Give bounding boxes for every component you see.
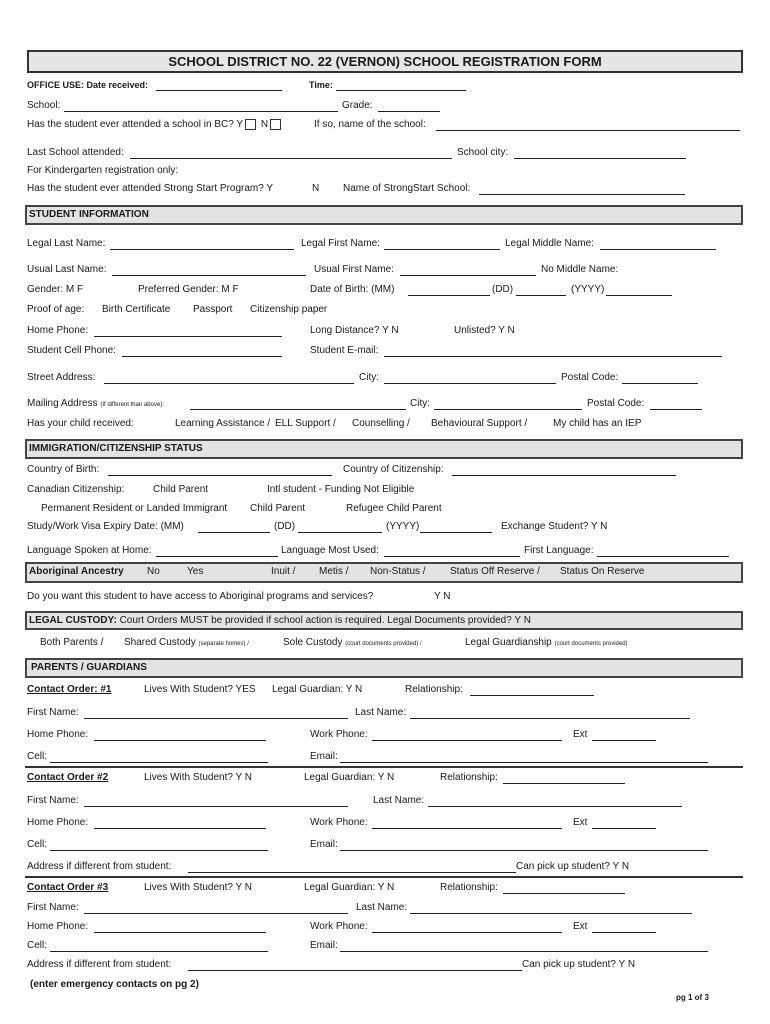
contact3-email-label: Email: (310, 940, 338, 951)
contact-divider (25, 876, 743, 878)
preferred-gender-label[interactable]: Preferred Gender: M F (138, 284, 239, 295)
usual-last-label: Usual Last Name: (27, 264, 107, 275)
city-field[interactable] (384, 372, 556, 384)
contact2-label: Contact Order #2 (27, 772, 109, 783)
contact3-label: Contact Order #3 (27, 882, 109, 893)
parents-header: PARENTS / GUARDIANS (25, 658, 743, 678)
birth-certificate-option[interactable]: Birth Certificate (102, 304, 171, 315)
contact3-relationship-label: Relationship: (440, 882, 498, 893)
contact1-home-field[interactable] (94, 729, 266, 741)
street-label: Street Address: (27, 372, 96, 383)
country-citizenship-field[interactable] (452, 464, 676, 476)
contact2-last-field[interactable] (428, 795, 682, 807)
contact2-address-label: Address if different from student: (27, 861, 172, 872)
contact1-ext-label: Ext (573, 729, 588, 740)
contact1-cell-label: Cell: (27, 751, 48, 762)
page-number: pg 1 of 3 (676, 993, 709, 1002)
office-date-field[interactable] (156, 79, 282, 91)
legal-middle-field[interactable] (600, 238, 716, 250)
aboriginal-on-reserve[interactable]: Status On Reserve (560, 566, 645, 577)
contact1-email-label: Email: (310, 751, 338, 762)
legal-middle-label: Legal Middle Name: (505, 238, 594, 249)
ell-support-option[interactable]: ELL Support / (275, 418, 336, 429)
contact3-ext-label: Ext (573, 921, 588, 932)
legal-first-field[interactable] (384, 238, 500, 250)
strong-start-name-field[interactable] (479, 183, 685, 195)
contact3-relationship-field[interactable] (503, 882, 625, 894)
visa-month-field[interactable] (198, 521, 270, 533)
custody-text: Court Orders MUST be provided if school action is required. Legal Documents provided? Y (119, 615, 521, 626)
lang-home-field[interactable] (156, 545, 278, 557)
contact1-relationship-field[interactable] (470, 684, 594, 696)
legal-last-field[interactable] (110, 238, 294, 250)
exchange-student-label[interactable]: Exchange Student? Y N (501, 521, 608, 532)
aboriginal-bar (25, 562, 743, 583)
iep-option[interactable]: My child has an IEP (553, 418, 642, 429)
contact3-lives[interactable]: Lives With Student? Y N (144, 882, 253, 893)
form-title: SCHOOL DISTRICT NO. 22 (VERNON) SCHOOL REGISTRATION FORM (27, 50, 743, 73)
dob-day-label: (DD) (492, 284, 514, 295)
custody-label: LEGAL CUSTODY: (29, 615, 117, 626)
school-city-label: School city: (457, 147, 509, 158)
contact1-cell-field[interactable] (50, 751, 268, 763)
contact3-ext-field[interactable] (592, 921, 656, 933)
office-date-label: OFFICE USE: Date received: (27, 80, 149, 90)
strong-start-name-label: Name of StrongStart School: (343, 183, 471, 194)
previous-school-field[interactable] (436, 119, 740, 131)
country-citizenship-label: Country of Citizenship: (343, 464, 444, 475)
contact3-address-label: Address if different from student: (27, 959, 172, 970)
contact2-work-field[interactable] (372, 817, 562, 829)
dob-label: Date of Birth: (MM) (310, 284, 395, 295)
contact2-email-label: Email: (310, 839, 338, 850)
contact3-work-field[interactable] (372, 921, 562, 933)
contact3-first-label: First Name: (27, 902, 79, 913)
contact2-cell-label: Cell: (27, 839, 48, 850)
contact1-work-label: Work Phone: (310, 729, 368, 740)
contact2-last-label: Last Name: (373, 795, 425, 806)
strong-start-label: Has the student ever attended Strong Start Program? Y (27, 183, 274, 194)
lang-most-label: Language Most Used: (281, 545, 379, 556)
strong-start-no[interactable]: N (312, 183, 320, 194)
unlisted-label[interactable]: Unlisted? Y N (454, 325, 515, 336)
last-school-field[interactable] (130, 147, 452, 159)
attended-bc-no-checkbox[interactable] (270, 119, 281, 130)
school-label: School: (27, 100, 61, 111)
legal-last-label: Legal Last Name: (27, 238, 106, 249)
aboriginal-programs-yn[interactable]: Y N (434, 591, 451, 602)
sole-custody-option[interactable]: Sole Custody (court documents provided) / (283, 637, 422, 648)
contact2-lives[interactable]: Lives With Student? Y N (144, 772, 253, 783)
contact3-pickup[interactable]: Can pick up student? Y N (522, 959, 636, 970)
behavioural-support-option[interactable]: Behavioural Support / (431, 418, 528, 429)
contact2-address-field[interactable] (188, 861, 516, 873)
country-birth-field[interactable] (108, 464, 332, 476)
contact3-guardian[interactable]: Legal Guardian: Y N (304, 882, 395, 893)
school-field[interactable] (64, 100, 338, 112)
immigration-header: IMMIGRATION/CITIZENSHIP STATUS (25, 439, 743, 459)
mailing-city-label: City: (410, 398, 430, 409)
contact1-lives[interactable]: Lives With Student? YES (144, 684, 256, 695)
contact1-relationship-label: Relationship: (405, 684, 463, 695)
aboriginal-inuit[interactable]: Inuit / (271, 566, 296, 577)
contact2-cell-field[interactable] (50, 839, 268, 851)
contact1-last-label: Last Name: (355, 707, 407, 718)
custody-bar (25, 611, 743, 630)
cell-phone-field[interactable] (122, 345, 282, 357)
last-school-label: Last School attended: (27, 147, 124, 158)
contact2-home-field[interactable] (94, 817, 266, 829)
postal-field[interactable] (622, 372, 698, 384)
shared-custody-option[interactable]: Shared Custody (separate homes) / (124, 637, 249, 648)
dob-day-field[interactable] (516, 284, 566, 296)
first-language-label: First Language: (524, 545, 594, 556)
country-birth-label: Country of Birth: (27, 464, 100, 475)
postal-label: Postal Code: (561, 372, 619, 383)
first-language-field[interactable] (597, 545, 729, 557)
contact3-cell-field[interactable] (50, 940, 268, 952)
permanent-resident-label: Permanent Resident or Landed Immigrant (41, 503, 228, 514)
student-info-header: STUDENT INFORMATION (25, 205, 743, 225)
mailing-city-field[interactable] (434, 398, 582, 410)
mailing-postal-field[interactable] (650, 398, 702, 410)
contact3-work-label: Work Phone: (310, 921, 368, 932)
visa-year-label: (YYYY) (386, 521, 420, 532)
usual-last-field[interactable] (112, 264, 306, 276)
citizenship-paper-option[interactable]: Citizenship paper (250, 304, 328, 315)
aboriginal-off-reserve[interactable]: Status Off Reserve / (450, 566, 540, 577)
usual-first-label: Usual First Name: (314, 264, 395, 275)
refugee-option[interactable]: Refugee Child Parent (346, 503, 442, 514)
visa-label: Study/Work Visa Expiry Date: (MM) (27, 521, 184, 532)
learning-assistance-option[interactable]: Learning Assistance / (175, 418, 271, 429)
contact1-ext-field[interactable] (592, 729, 656, 741)
contact3-home-field[interactable] (94, 921, 266, 933)
aboriginal-metis[interactable]: Metis / (319, 566, 349, 577)
legal-guardianship-option[interactable]: Legal Guardianship (court documents provided) (465, 637, 628, 648)
grade-field[interactable] (378, 100, 440, 112)
long-distance-label[interactable]: Long Distance? Y N (310, 325, 399, 336)
contact3-email-field[interactable] (340, 940, 708, 952)
visa-day-field[interactable] (298, 521, 382, 533)
contact1-first-field[interactable] (84, 707, 348, 719)
contact3-last-field[interactable] (410, 902, 692, 914)
attended-bc-yes-checkbox[interactable] (245, 119, 256, 130)
student-email-field[interactable] (384, 345, 722, 357)
kindergarten-label: For Kindergarten registration only: (27, 165, 179, 176)
dob-month-field[interactable] (408, 284, 490, 296)
contact3-address-field[interactable] (188, 959, 522, 971)
received-label: Has your child received: (27, 418, 134, 429)
contact1-email-field[interactable] (340, 751, 708, 763)
school-city-field[interactable] (514, 147, 686, 159)
no-middle-name[interactable]: No Middle Name: (541, 264, 619, 275)
aboriginal-label: Aboriginal Ancestry (29, 566, 124, 577)
contact2-ext-field[interactable] (592, 817, 656, 829)
dob-year-label: (YYYY) (571, 284, 605, 295)
city-label: City: (359, 372, 379, 383)
grade-label: Grade: (342, 100, 373, 111)
office-time-label: Time: (309, 80, 333, 90)
visa-day-label: (DD) (274, 521, 296, 532)
intl-student-option[interactable]: Intl student - Funding Not Eligible (267, 484, 415, 495)
contact1-label: Contact Order: #1 (27, 684, 112, 695)
cell-phone-label: Student Cell Phone: (27, 345, 116, 356)
contact3-last-label: Last Name: (356, 902, 408, 913)
home-phone-field[interactable] (94, 325, 282, 337)
contact2-relationship-label: Relationship: (440, 772, 498, 783)
contact1-guardian[interactable]: Legal Guardian: Y N (272, 684, 363, 695)
aboriginal-yes[interactable]: Yes (187, 566, 204, 577)
attended-bc-label: Has the student ever attended a school in BC? Y N (27, 119, 283, 131)
aboriginal-no[interactable]: No (147, 566, 160, 577)
contact1-last-field[interactable] (410, 707, 690, 719)
visa-year-field[interactable] (420, 521, 492, 533)
proof-label: Proof of age: (27, 304, 85, 315)
contact2-guardian[interactable]: Legal Guardian: Y N (304, 772, 395, 783)
contact3-home-label: Home Phone: (27, 921, 89, 932)
aboriginal-non-status[interactable]: Non-Status / (370, 566, 426, 577)
lang-most-field[interactable] (384, 545, 520, 557)
contact2-home-label: Home Phone: (27, 817, 89, 828)
mailing-field[interactable] (190, 398, 406, 410)
student-email-label: Student E-mail: (310, 345, 379, 356)
contact2-ext-label: Ext (573, 817, 588, 828)
contact2-first-field[interactable] (84, 795, 348, 807)
canadian-citizenship-label: Canadian Citizenship: (27, 484, 125, 495)
permanent-child-parent[interactable]: Child Parent (250, 503, 306, 514)
contact-divider (25, 766, 743, 768)
street-field[interactable] (104, 372, 354, 384)
gender-label[interactable]: Gender: M F (27, 284, 84, 295)
counselling-option[interactable]: Counselling / (352, 418, 410, 429)
lang-home-label: Language Spoken at Home: (27, 545, 152, 556)
contact3-first-field[interactable] (84, 902, 348, 914)
aboriginal-programs-label: Do you want this student to have access to Aboriginal programs and services? (27, 591, 374, 602)
dob-year-field[interactable] (606, 284, 672, 296)
mailing-label: Mailing Address (If different than above): (27, 398, 164, 409)
home-phone-label: Home Phone: (27, 325, 89, 336)
if-so-label: If so, name of the school: (314, 119, 426, 130)
legal-first-label: Legal First Name: (301, 238, 380, 249)
contact2-email-field[interactable] (340, 839, 708, 851)
emergency-note: (enter emergency contacts on pg 2) (30, 979, 199, 990)
contact2-relationship-field[interactable] (503, 772, 625, 784)
contact1-first-label: First Name: (27, 707, 79, 718)
passport-option[interactable]: Passport (193, 304, 233, 315)
both-parents-option[interactable]: Both Parents / (40, 637, 104, 648)
contact3-cell-label: Cell: (27, 940, 48, 951)
contact2-first-label: First Name: (27, 795, 79, 806)
contact1-work-field[interactable] (372, 729, 562, 741)
office-time-field[interactable] (336, 79, 466, 91)
custody-docs-no[interactable]: N (523, 615, 531, 626)
mailing-postal-label: Postal Code: (587, 398, 645, 409)
contact2-work-label: Work Phone: (310, 817, 368, 828)
contact1-home-label: Home Phone: (27, 729, 89, 740)
canadian-child-parent[interactable]: Child Parent (153, 484, 209, 495)
contact2-pickup[interactable]: Can pick up student? Y N (516, 861, 630, 872)
usual-first-field[interactable] (400, 264, 536, 276)
